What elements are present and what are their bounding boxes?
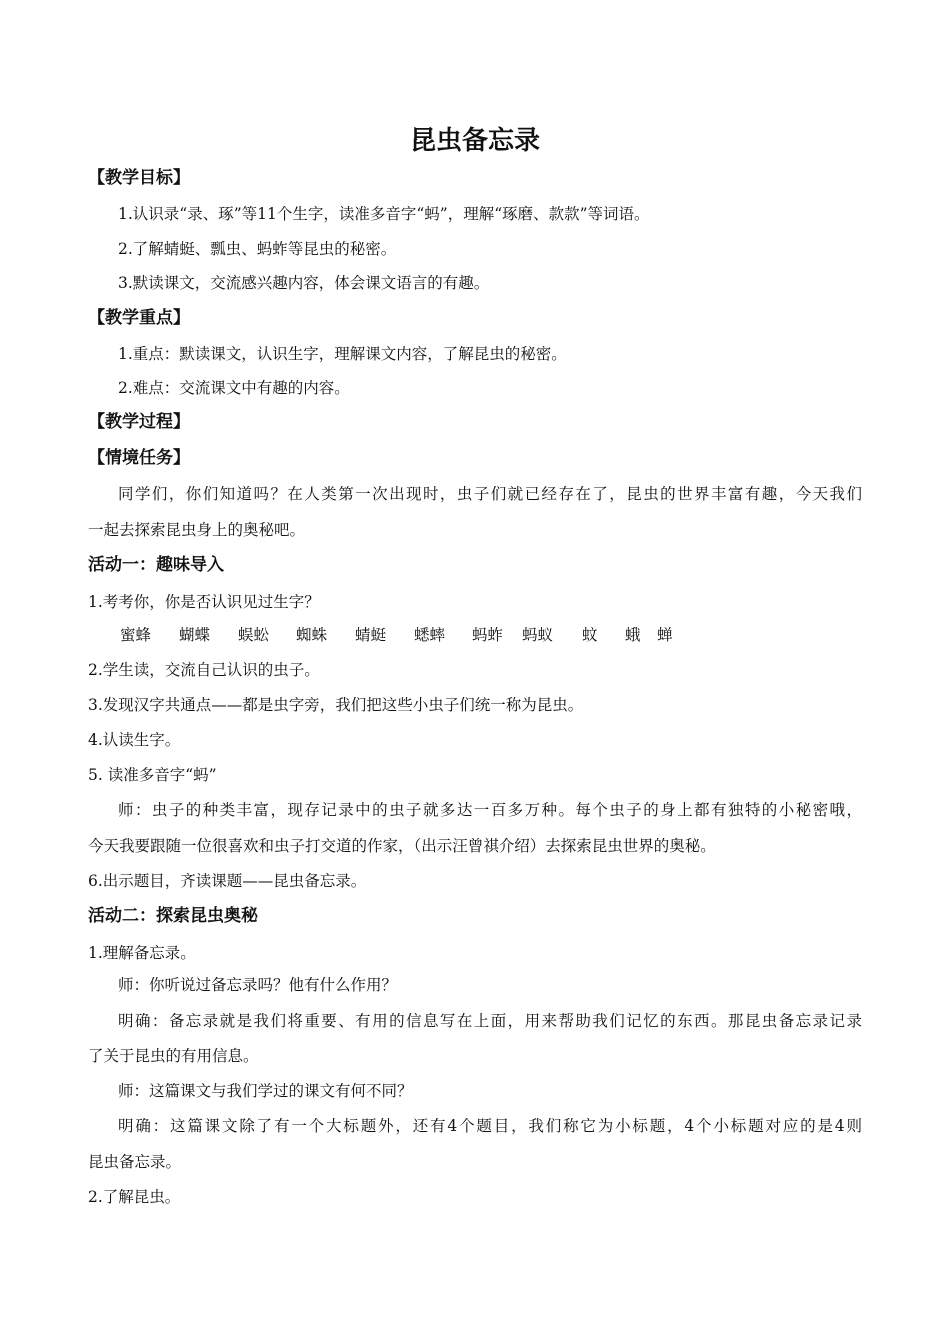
- list-item: 2.学生读，交流自己认识的虫子。: [88, 661, 320, 679]
- insect-word: 蝴蝶: [179, 626, 211, 644]
- paragraph-line: 今天我要跟随一位很喜欢和虫子打交道的作家，（出示汪曾祺介绍）去探索昆虫世界的奥秘。: [88, 837, 716, 855]
- paragraph-line: 师：你听说过备忘录吗？他有什么作用？: [118, 976, 398, 994]
- list-item: 1.考考你，你是否认识见过生字？: [88, 593, 320, 611]
- insect-word: 蜈蚣: [238, 626, 270, 644]
- goal-item: 1.认识录“录、琢”等11个生字，读准多音字“蚂”，理解“琢磨、款款”等词语。: [118, 205, 650, 223]
- goal-item: 3.默读课文，交流感兴趣内容，体会课文语言的有趣。: [118, 274, 490, 292]
- paragraph-line: 同学们，你们知道吗？在人类第一次出现时，虫子们就已经存在了，昆虫的世界丰富有趣，今天我们: [118, 485, 862, 503]
- paragraph-line: 一起去探索昆虫身上的奥秘吧。: [88, 521, 306, 539]
- section-heading-process: 【教学过程】: [88, 412, 190, 432]
- key-point-item: 2.难点：交流课文中有趣的内容。: [118, 379, 350, 397]
- insect-word: 蛾: [625, 626, 641, 644]
- insect-word: 蚊: [582, 626, 598, 644]
- list-item: 2.了解昆虫。: [88, 1188, 181, 1206]
- section-heading-key-points: 【教学重点】: [88, 308, 190, 328]
- paragraph-line: 了关于昆虫的有用信息。: [88, 1047, 259, 1065]
- insect-word: 蜜蜂: [120, 626, 152, 644]
- list-item: 4.认读生字。: [88, 731, 181, 749]
- insect-word: 蚂蚱: [472, 626, 504, 644]
- insect-word: 蜘蛛: [296, 626, 328, 644]
- insect-word: 蜻蜓: [355, 626, 387, 644]
- section-heading-scenario: 【情境任务】: [88, 448, 190, 468]
- list-item: 1.理解备忘录。: [88, 944, 196, 962]
- activity-heading: 活动二：探索昆虫奥秘: [88, 906, 258, 926]
- insect-word: 蝉: [657, 626, 673, 644]
- list-item: 3.发现汉字共通点——都是虫字旁，我们把这些小虫子们统一称为昆虫。: [88, 696, 584, 714]
- page-title: 昆虫备忘录: [409, 126, 540, 156]
- paragraph-line: 昆虫备忘录。: [88, 1153, 182, 1171]
- list-item: 5. 读准多音字“蚂”: [88, 766, 217, 784]
- section-heading-goals: 【教学目标】: [88, 168, 190, 188]
- paragraph-line: 明确：备忘录就是我们将重要、有用的信息写在上面，用来帮助我们记忆的东西。那昆虫备忘录记录: [118, 1012, 862, 1030]
- activity-heading: 活动一：趣味导入: [88, 555, 224, 575]
- key-point-item: 1.重点：默读课文，认识生字，理解课文内容，了解昆虫的秘密。: [118, 345, 567, 363]
- paragraph-line: 明确：这篇课文除了有一个大标题外，还有4个题目，我们称它为小标题，4个小标题对应的是4则: [118, 1117, 862, 1135]
- insect-word: 蚂蚁: [522, 626, 554, 644]
- paragraph-line: 师：虫子的种类丰富，现存记录中的虫子就多达一百多万种。每个虫子的身上都有独特的小秘密哦，: [118, 801, 862, 819]
- goal-item: 2.了解蜻蜓、瓢虫、蚂蚱等昆虫的秘密。: [118, 240, 397, 258]
- insect-word: 蟋蟀: [414, 626, 446, 644]
- list-item: 6.出示题目，齐读课题——昆虫备忘录。: [88, 872, 367, 890]
- paragraph-line: 师：这篇课文与我们学过的课文有何不同？: [118, 1082, 413, 1100]
